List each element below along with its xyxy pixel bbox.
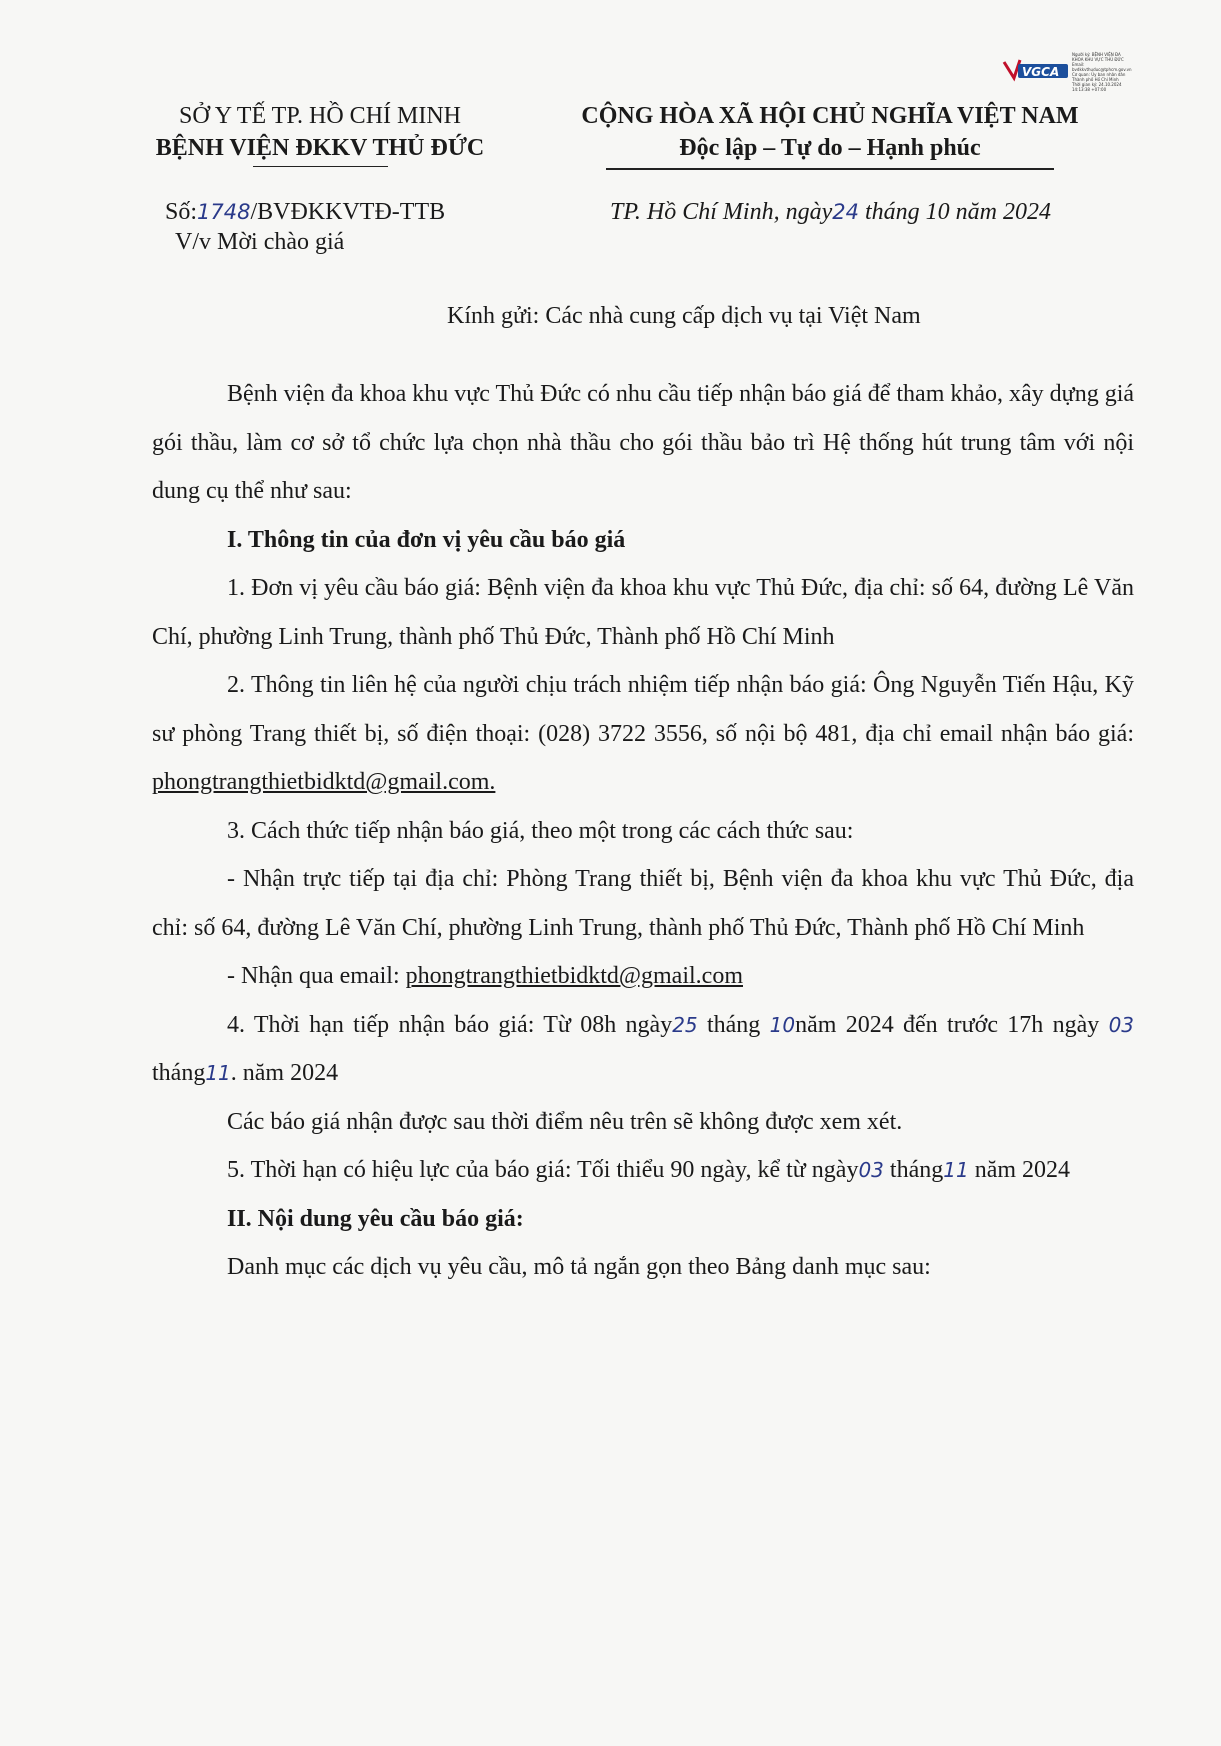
- intro-paragraph: Bệnh viện đa khoa khu vực Thủ Đức có nhu cầu tiếp nhận báo giá để tham khảo, xây dựng giá gói thầu, làm cơ sở tổ chức lựa chọn nhà thầu cho gói thầu bảo trì Hệ thống hút trung tâm với nội dung cụ thể như sau:: [152, 381, 1135, 504]
- item-4: 4. Thời hạn tiếp nhận báo giá: Từ 08h ngày25 tháng 10năm 2024 đến trước 17h ngày 03 tháng11. năm 2024: [152, 1011, 1135, 1086]
- section-1-heading: I. Thông tin của đơn vị yêu cầu báo giá: [227, 526, 626, 553]
- item-4-month-2: 11: [205, 1061, 231, 1085]
- country-line-1: CỘNG HÒA XÃ HỘI CHỦ NGHĨA VIỆT NAM: [581, 103, 1079, 129]
- section-2-heading: II. Nội dung yêu cầu báo giá:: [227, 1205, 524, 1232]
- item-4-part-c: năm 2024 đến trước 17h ngày: [795, 1011, 1100, 1038]
- item-4-part-e: tháng: [152, 1060, 206, 1086]
- item-4-day-2: 03: [1108, 1012, 1135, 1037]
- item-3b-text: - Nhận qua email:: [227, 963, 406, 989]
- item-2-email-link[interactable]: phongtrangthietbidktd@gmail.com.: [152, 769, 496, 795]
- date-prefix: TP. Hồ Chí Minh, ngày: [610, 199, 833, 225]
- document-subject: V/v Mời chào giá: [175, 229, 345, 255]
- motto-underline: [606, 168, 1054, 170]
- date-line: [610, 196, 1051, 228]
- item-4-day-1: 25: [672, 1012, 698, 1037]
- item-5-day: 03: [858, 1158, 884, 1182]
- date-day-handwritten: 24: [832, 200, 859, 224]
- item-5: [152, 1146, 1134, 1195]
- issuing-organization: [120, 100, 520, 167]
- item-1: 1. Đơn vị yêu cầu báo giá: Bệnh viện đa khoa khu vực Thủ Đức, địa chỉ: số 64, đường Lê Văn Chí, phường Linh Trung, thành phố Thủ Đức, Thành phố Hồ Chí Minh: [152, 575, 1134, 650]
- item-4-part-a: 4. Thời hạn tiếp nhận báo giá: Từ 08h ngày: [227, 1011, 673, 1038]
- document-body: [152, 370, 1134, 1292]
- org-line-1: SỞ Y TẾ TP. HỒ CHÍ MINH: [178, 103, 462, 129]
- document-number: [165, 196, 445, 228]
- item-3: 3. Cách thức tiếp nhận báo giá, theo một trong các cách thức sau:: [227, 817, 854, 844]
- org-line-2: BỆNH VIỆN ĐKKV THỦ ĐỨC: [155, 135, 485, 161]
- item-5-part-b: tháng: [889, 1157, 944, 1183]
- list-intro: Danh mục các dịch vụ yêu cầu, mô tả ngắn gọn theo Bảng danh mục sau:: [227, 1254, 931, 1280]
- item-3a: - Nhận trực tiếp tại địa chỉ: Phòng Trang thiết bị, Bệnh viện đa khoa khu vực Thủ Đức, địa chỉ: số 64, đường Lê Văn Chí, phường Linh Trung, thành phố Thủ Đức, Thành phố Hồ Chí Minh: [152, 866, 1134, 941]
- item-4-part-f: năm 2024: [242, 1060, 339, 1086]
- country-line-2: Độc lập – Tự do – Hạnh phúc: [679, 135, 981, 161]
- item-2-text: 2. Thông tin liên hệ của người chịu trách nhiệm tiếp nhận báo giá: Ông Nguyễn Tiến Hậu, Kỹ sư phòng Trang thiết bị, số điện thoại: (028) 3722 3556, số nội bộ 481, địa chỉ email nhận báo giá:: [152, 672, 1134, 747]
- signature-details: Người ký: BỆNH VIỆN ĐA KHOA KHU VỰC THỦ ĐỨC Email: bvdkkvthuduc@tphcm.gov.vn Cơ quan: Ủy ban nhân dân Thành phố Hồ Chí Minh Thời gian ký: 24.10.2024 14:13:38 +07:00: [1072, 52, 1132, 92]
- doc-no-suffix: /BVĐKKVTĐ-TTB: [250, 199, 446, 225]
- doc-no-handwritten: 1748: [197, 200, 251, 224]
- item-5-part-c: năm 2024: [974, 1157, 1071, 1183]
- note-paragraph: Các báo giá nhận được sau thời điểm nêu trên sẽ không được xem xét.: [227, 1108, 903, 1135]
- item-3b-email-link[interactable]: phongtrangthietbidktd@gmail.com: [405, 963, 743, 989]
- item-2: [152, 661, 1134, 807]
- recipient: Kính gửi: Các nhà cung cấp dịch vụ tại Việt Nam: [447, 303, 921, 329]
- svg-text:VGCA: VGCA: [1022, 65, 1060, 79]
- date-suffix: tháng 10 năm 2024: [864, 199, 1051, 225]
- item-5-part-a: 5. Thời hạn có hiệu lực của báo giá: Tối thiểu 90 ngày, kể từ ngày: [227, 1157, 859, 1183]
- digital-signature: [1000, 48, 1200, 92]
- doc-no-prefix: Số:: [165, 199, 198, 225]
- vgca-logo-icon: [1000, 56, 1070, 84]
- org-underline: [253, 166, 388, 167]
- item-4-part-b: tháng: [706, 1011, 761, 1038]
- item-5-month: 11: [943, 1158, 969, 1182]
- item-4-month-1: 10: [769, 1012, 796, 1037]
- national-title: [530, 100, 1130, 170]
- item-3b: [152, 952, 1134, 1001]
